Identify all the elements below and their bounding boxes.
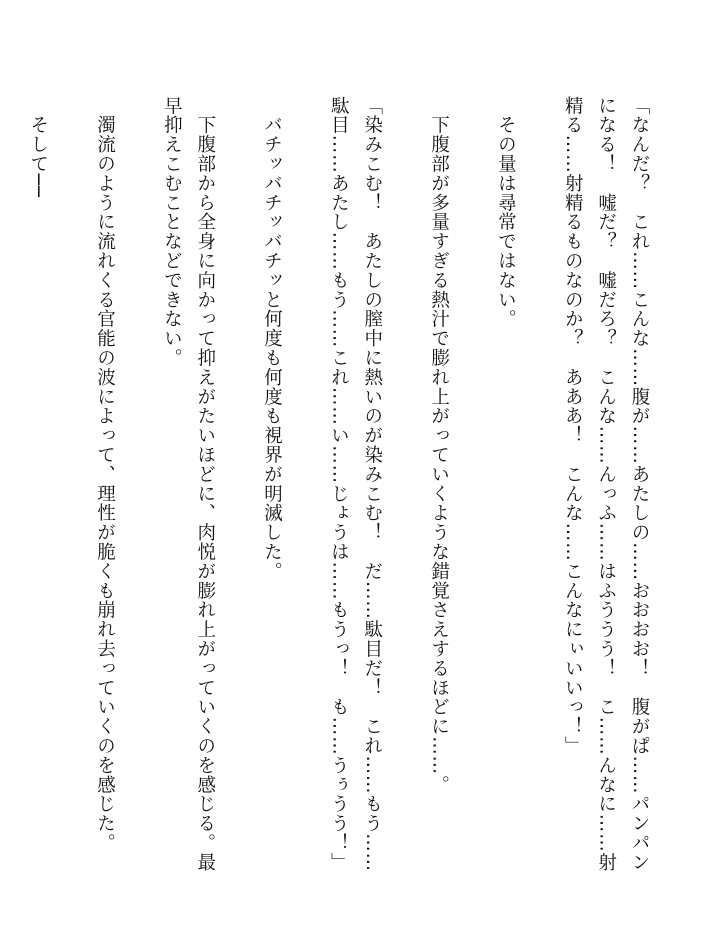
narration-paragraph: そして── <box>27 96 49 198</box>
vertical-text-block <box>0 96 656 886</box>
blank-line <box>222 96 255 886</box>
blank-line <box>522 96 555 886</box>
blank-line <box>55 96 88 886</box>
narration-paragraph: 下腹部が多量すぎる熱汁で膨れ上がっていくような錯覚さえするほどに……。 <box>428 96 450 795</box>
blank-line <box>122 96 155 886</box>
narration-paragraph: その量は尋常ではない。 <box>495 96 517 329</box>
narration-paragraph: 濁流のように流れくる官能の波によって、理性が脆くも崩れ去っていくのを感じた。 <box>94 96 116 853</box>
narration-paragraph: 下腹部から全身に向かって抑えがたいほどに、肉悦が膨れ上がっていくのを感じる。最早抑えこむことなどできない。 <box>161 96 216 872</box>
narration-paragraph: バチッバチッバチッと何度も何度も視界が明滅した。 <box>261 96 283 581</box>
dialogue-paragraph: 「なんだ？ これ……こんな……腹が……あたしの……おおおお！ 腹がぱ……パンパンになる！ 嘘だ？ 嘘だろ？ こんな……んっふ……はふううう！ こ……んなに……射精る……射精るものなのか？ あああ！ こんな……こんなにぃいいっ！」 <box>562 96 650 872</box>
dialogue-paragraph: 「染みこむ！ あたしの膣中に熱いのが染みこむ！ だ……駄目だ！ これ……もう……駄目……あたし……もう……これ……い……じょうは……もうっ！ も……うぅうう！」 <box>328 96 383 872</box>
blank-line <box>456 96 489 886</box>
blank-line <box>289 96 322 886</box>
blank-line <box>0 96 21 886</box>
blank-line <box>389 96 422 886</box>
